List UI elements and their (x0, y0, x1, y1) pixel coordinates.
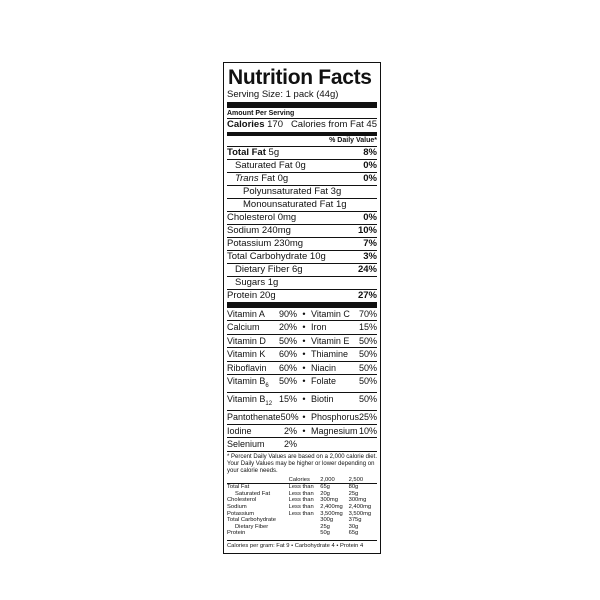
nutrient-row-total-fat (227, 146, 377, 159)
vitamin-dv: 50% (278, 335, 297, 346)
nutrient-amount: 6g (292, 264, 303, 275)
nutrient-amount: 5g (268, 147, 280, 158)
vitamin-row (227, 334, 377, 347)
nutrient-amount: 1g (267, 277, 279, 288)
bullet-separator: • (302, 362, 306, 373)
table-row: Sodium Less than 2,400mg 2,400mg (227, 504, 372, 511)
vitamin-name: Vitamin B (227, 394, 266, 405)
vitamin-row (227, 392, 377, 410)
vitamin-dv: 25% (359, 412, 378, 423)
vitamin-dv: 50% (358, 394, 377, 405)
table-row: Dietary Fiber 25g 30g (235, 523, 359, 530)
nutrient-label: Cholesterol (227, 212, 276, 223)
daily-value-header: % Daily Value* (329, 137, 377, 144)
vitamin-name: Niacin (311, 362, 337, 373)
vitamin-dv: 50% (358, 335, 377, 346)
vitamin-subscript: 12 (265, 401, 273, 408)
vitamin-name: Vitamin E (311, 335, 350, 346)
vitamin-dv: 50% (358, 349, 377, 360)
nutrient-amount: 0mg (277, 212, 297, 223)
nutrient-dv: 8% (363, 147, 377, 158)
serving-size: Serving Size: 1 pack (44g) (227, 89, 339, 100)
bullet-separator: • (302, 412, 306, 423)
vitamin-row (227, 308, 377, 320)
calories-per-gram: Calories per gram: Fat 9 • Carbohydrate 4 • Protein 4 (227, 540, 377, 550)
nutrient-dv: 0% (363, 173, 377, 184)
bullet-separator: • (302, 425, 306, 436)
vitamin-name: Calcium (227, 322, 260, 333)
daily-value-table (227, 477, 377, 537)
vitamin-name: Vitamin D (227, 335, 266, 346)
nutrient-dv: 27% (357, 290, 377, 301)
nutrient-row-saturated-fat (227, 159, 377, 172)
nutrient-dv: 0% (363, 160, 377, 171)
vitamin-name: Iodine (227, 425, 252, 436)
nutrient-row-sodium (227, 224, 377, 237)
nutrient-row-monounsaturated-fat (227, 198, 377, 211)
nutrient-label: Total Fat (227, 147, 266, 158)
vitamin-name: Magnesium (311, 425, 358, 436)
thick-divider (227, 102, 377, 108)
vitamin-name: Vitamin A (227, 309, 265, 319)
bullet-separator: • (302, 309, 306, 319)
vitamin-dv: 50% (358, 376, 377, 387)
table-row: Saturated Fat Less than 20g 25g (235, 490, 359, 497)
vitamin-dv: 70% (358, 309, 377, 319)
vitamin-dv: 2% (283, 425, 297, 436)
nutrient-dv: 10% (357, 225, 377, 236)
dv-table-header (227, 477, 377, 484)
dv-header-2000: 2,000 (320, 477, 348, 484)
vitamin-name: Vitamin C (311, 309, 350, 319)
vitamin-row (227, 361, 377, 374)
nutrient-dv: 7% (363, 238, 377, 249)
vitamin-name: Thiamine (311, 349, 349, 360)
table-row: Total Carbohydrate 300g 375g (227, 517, 362, 524)
nutrient-label: Polyunsaturated Fat (243, 186, 329, 197)
vitamin-name: Riboflavin (227, 362, 267, 373)
table-row: Cholesterol Less than 300mg 300mg (227, 497, 367, 504)
nutrient-label: Saturated Fat (235, 160, 293, 171)
nutrient-amount: 1g (335, 199, 347, 210)
vitamin-dv: 15% (358, 322, 377, 333)
bullet-separator: • (302, 322, 306, 333)
calories-from-fat: Calories from Fat 45 (290, 119, 377, 130)
dv-header-2500: 2,500 (349, 477, 377, 484)
vitamin-subscript: 6 (265, 382, 269, 389)
vitamin-row (227, 424, 377, 437)
table-row: Potassium Less than 3,500mg 3,500mg (227, 510, 372, 517)
amount-per-serving: Amount Per Serving (227, 110, 295, 117)
calories-value: 170 (267, 119, 283, 130)
vitamin-dv: 50% (278, 376, 297, 387)
vitamin-name: Vitamin K (227, 349, 266, 360)
label-title: Nutrition Facts (228, 66, 372, 89)
vitamin-dv: 50% (280, 412, 299, 423)
nutrient-label: Sodium (227, 225, 260, 236)
vitamin-dv: 20% (278, 322, 297, 333)
nutrient-label: Total Carbohydrate (227, 251, 308, 262)
nutrient-row-total-carbohydrate (227, 250, 377, 263)
dv-header-calories: Calories (289, 477, 321, 484)
vitamin-row (227, 437, 377, 450)
nutrient-row-dietary-fiber (227, 263, 377, 276)
nutrient-label: Trans (235, 173, 259, 184)
nutrient-row-sugars (227, 276, 377, 289)
nutrient-label: Monounsaturated Fat (243, 199, 334, 210)
nutrient-row-cholesterol (227, 211, 377, 224)
bullet-separator: • (302, 349, 306, 360)
vitamin-dv: 2% (283, 439, 297, 450)
nutrient-amount: Fat 0g (261, 173, 289, 184)
table-row: Protein 50g 65g (227, 530, 359, 537)
nutrient-row-polyunsaturated-fat (227, 185, 377, 198)
vitamin-dv: 10% (358, 425, 377, 436)
vitamin-name: Phosphorus (311, 412, 360, 423)
vitamin-row (227, 410, 377, 423)
vitamin-dv: 60% (278, 349, 297, 360)
vitamin-dv: 50% (358, 362, 377, 373)
bullet-separator: • (302, 394, 306, 405)
bullet-separator: • (302, 335, 306, 346)
calories-label: Calories (227, 119, 265, 130)
vitamin-name: Biotin (311, 394, 334, 405)
nutrient-amount: 240mg (261, 225, 291, 236)
vitamin-name: Pantothenate (227, 412, 281, 423)
nutrient-amount: 0g (295, 160, 306, 171)
vitamin-name: Vitamin B (227, 376, 266, 387)
nutrient-dv: 24% (357, 264, 377, 275)
vitamin-list (227, 308, 377, 451)
vitamin-dv: 15% (278, 394, 297, 405)
calories-row (227, 118, 377, 131)
nutrient-label: Dietary Fiber (235, 264, 290, 275)
vitamin-dv: 60% (278, 362, 297, 373)
nutrient-amount: 3g (330, 186, 342, 197)
nutrient-amount: 10g (309, 251, 326, 262)
nutrient-amount: 230mg (274, 238, 304, 249)
vitamin-name: Iron (311, 322, 327, 333)
table-row: Total Fat Less than 65g 80g (227, 484, 359, 491)
vitamin-row (227, 374, 377, 392)
vitamin-name: Selenium (227, 439, 265, 450)
vitamin-row (227, 320, 377, 333)
vitamin-row (227, 347, 377, 360)
nutrient-label: Sugars (235, 277, 266, 288)
nutrient-dv: 0% (363, 212, 377, 223)
bullet-separator: • (302, 376, 306, 387)
nutrient-list (227, 146, 377, 302)
footnote: * Percent Daily Values are based on a 2,000 calorie diet. Your Daily Values may be higher or lower depending on your calorie needs. (227, 453, 377, 474)
nutrient-row-potassium (227, 237, 377, 250)
nutrient-label: Protein (227, 290, 258, 301)
nutrient-row-trans-fat (227, 172, 377, 185)
vitamin-name: Folate (311, 376, 337, 387)
nutrient-label: Potassium (227, 238, 272, 249)
nutrient-row-protein (227, 289, 377, 302)
nutrition-label (223, 62, 381, 554)
vitamin-dv: 90% (278, 309, 297, 319)
nutrient-dv: 3% (363, 251, 377, 262)
nutrient-amount: 20g (259, 290, 276, 301)
footnote-section (227, 451, 377, 550)
